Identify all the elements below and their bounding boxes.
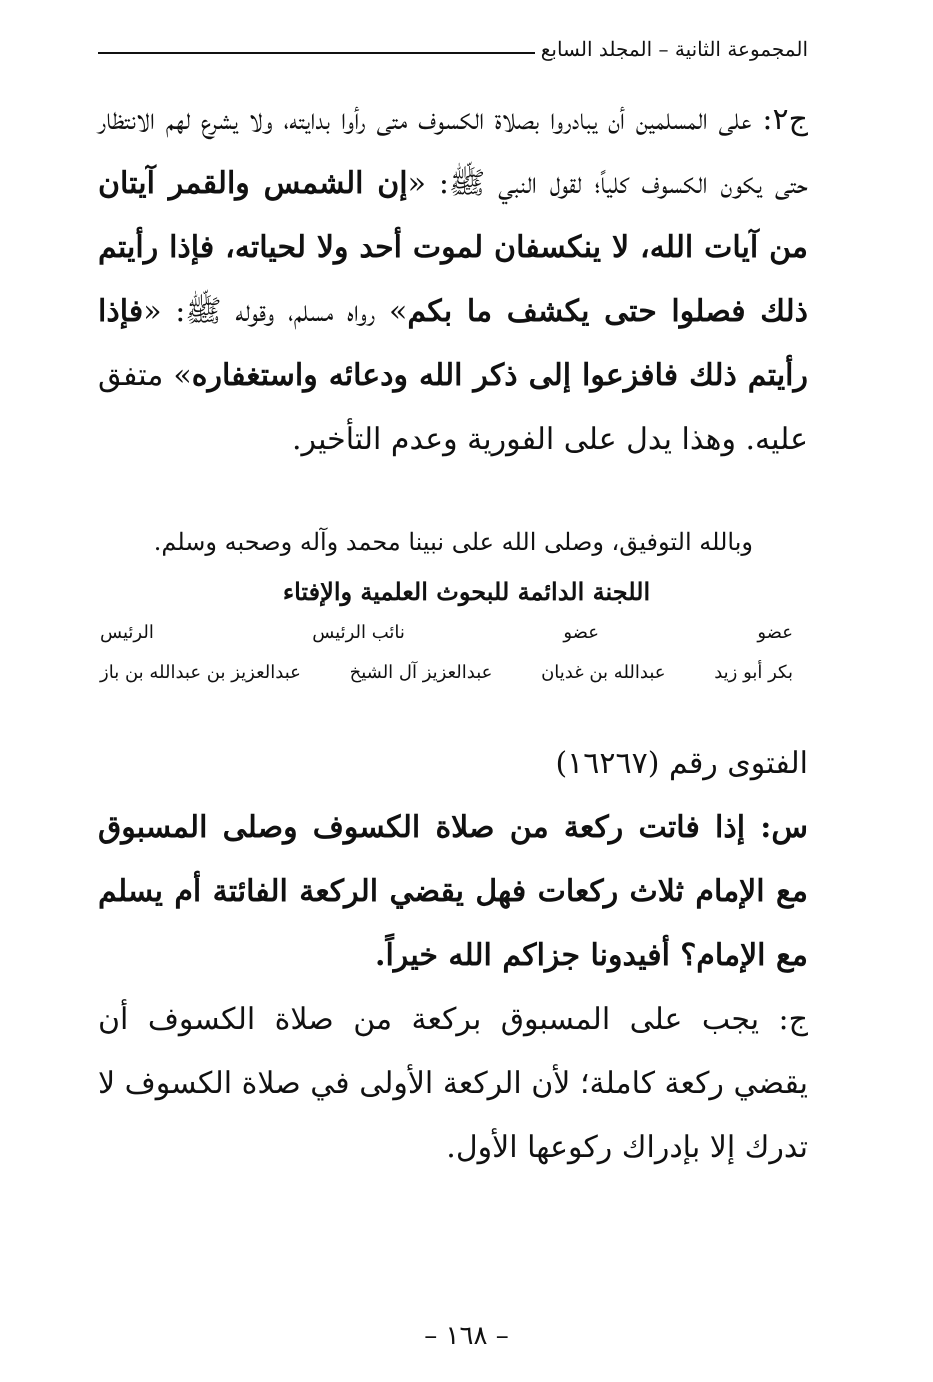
member-role: الرئيس	[100, 622, 154, 643]
running-title: المجموعة الثانية – المجلد السابع	[540, 37, 808, 61]
signatory-names	[100, 662, 793, 683]
header-rule	[98, 52, 535, 54]
closing-prayer: وبالله التوفيق، وصلى الله على نبينا محمد وآله وصحبه وسلم.	[153, 528, 753, 556]
answer-2-intro: ج٢: على المسلمين أن يبادروا بصلاة الكسوف متى رأوا بدايته، ولا يشرع لهم الانتظار حتى يكون الكسوف كلياً؛ لقول النبي ﷺ: «	[98, 102, 808, 201]
running-header	[98, 34, 808, 64]
page-number: – ١٦٨ –	[424, 1321, 509, 1351]
member-name: بكر أبو زيد	[714, 662, 793, 683]
member-name: عبدالعزيز بن عبدالله بن باز	[100, 662, 301, 683]
member-name: عبدالله بن غديان	[541, 662, 666, 683]
committee-title: اللجنة الدائمة للبحوث العلمية والإفتاء	[282, 577, 651, 606]
member-role: نائب الرئيس	[312, 622, 405, 643]
hadith-2: فإذا رأيتم ذلك فافزعوا إلى ذكر الله ودعائه واستغفاره	[98, 294, 809, 393]
question-paragraph: س: إذا فاتت ركعة من صلاة الكسوف وصلى المسبوق مع الإمام ثلاث ركعات فهل يقضي الركعة الفائتة أم يسلم مع الإمام؟ أفيدونا جزاكم الله خيراً.	[98, 810, 808, 973]
answer-2-paragraph	[98, 88, 808, 472]
member-name: عبدالعزيز آل الشيخ	[349, 662, 493, 683]
fatwa-number: الفتوى رقم (١٦٢٦٧)	[555, 746, 808, 781]
member-role: عضو	[757, 622, 793, 643]
signatory-roles	[100, 622, 793, 643]
answer-2-end: » متفق عليه. وهذا يدل على الفورية وعدم التأخير.	[98, 358, 808, 457]
answer-2-mid: » رواه مسلم، وقوله ﷺ: «	[143, 294, 408, 329]
hadith-1: إن الشمس والقمر آيتان من آيات الله، لا ينكسفان لموت أحد ولا لحياته، فإذا رأيتم ذلك فصلوا حتى يكشف ما بكم	[98, 166, 808, 329]
member-role: عضو	[563, 622, 599, 643]
answer-paragraph: ج: يجب على المسبوق بركعة من صلاة الكسوف أن يقضي ركعة كاملة؛ لأن الركعة الأولى في صلاة الكسوف لا تدرك إلا بإدراك ركوعها الأول.	[98, 1002, 808, 1165]
